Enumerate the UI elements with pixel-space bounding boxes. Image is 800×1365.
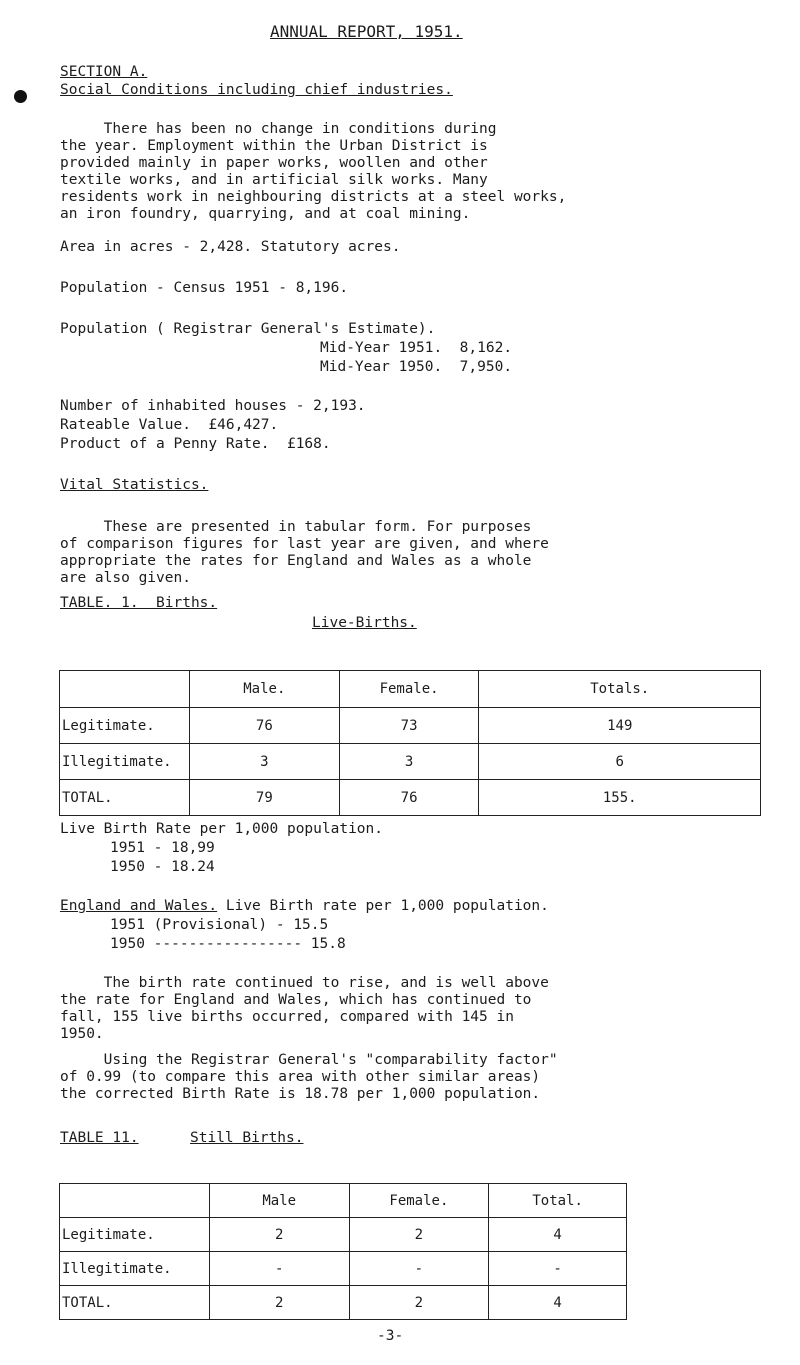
row-label: Legitimate. xyxy=(60,708,190,744)
table-row xyxy=(60,1286,627,1320)
table-cell: 149 xyxy=(479,708,761,744)
table2-title: Still Births. xyxy=(190,1130,304,1146)
text-line: of comparison figures for last year are given, and where xyxy=(60,536,549,552)
area-acres: Area in acres - 2,428. Statutory acres. xyxy=(60,239,401,255)
text-line: are also given. xyxy=(60,570,191,586)
page-number: -3- xyxy=(377,1328,404,1344)
table-cell: 3 xyxy=(339,744,479,780)
table-row xyxy=(60,1218,627,1252)
census-population: Population - Census 1951 - 8,196. xyxy=(60,280,349,296)
intro-paragraph xyxy=(60,121,760,223)
text-line: 1950. xyxy=(60,1026,104,1042)
row-label: Legitimate. xyxy=(60,1218,210,1252)
section-heading: Social Conditions including chief industries. xyxy=(60,82,453,98)
rateable-value: Rateable Value. £46,427. xyxy=(60,417,279,433)
table-row xyxy=(60,1252,627,1286)
inhabited-houses: Number of inhabited houses - 2,193. xyxy=(60,398,366,414)
text-line: the corrected Birth Rate is 18.78 per 1,000 population. xyxy=(60,1086,541,1102)
table-cell: 76 xyxy=(339,780,479,816)
margin-bullet-mark xyxy=(14,90,27,103)
table-header-cell: Female. xyxy=(339,671,479,708)
england-wales-1951: 1951 (Provisional) - 15.5 xyxy=(110,917,329,933)
text-line: residents work in neighbouring districts at a steel works, xyxy=(60,189,567,205)
table-cell: 4 xyxy=(489,1218,627,1252)
section-label: SECTION A. xyxy=(60,64,148,80)
table1-subtitle: Live-Births. xyxy=(312,615,417,631)
table-cell: 155. xyxy=(479,780,761,816)
table-row xyxy=(60,708,761,744)
table-cell: 2 xyxy=(349,1218,489,1252)
table-cell: 73 xyxy=(339,708,479,744)
table-header-cell: Male xyxy=(209,1184,349,1218)
vital-paragraph xyxy=(60,519,760,587)
table-header-cell: Female. xyxy=(349,1184,489,1218)
text-line: The birth rate continued to rise, and is well above xyxy=(60,975,549,991)
birth-rate-heading: Live Birth Rate per 1,000 population. xyxy=(60,821,384,837)
table-cell: 6 xyxy=(479,744,761,780)
table2-label: TABLE 11. xyxy=(60,1130,139,1146)
table-header-cell xyxy=(60,671,190,708)
table-header-cell xyxy=(60,1184,210,1218)
still-births-table xyxy=(59,1183,627,1320)
text-line: There has been no change in conditions during xyxy=(60,121,497,137)
text-line: the rate for England and Wales, which has continued to xyxy=(60,992,532,1008)
birth-rate-1950: 1950 - 18.24 xyxy=(110,859,215,875)
text-line: appropriate the rates for England and Wales as a whole xyxy=(60,553,532,569)
table-cell: - xyxy=(209,1252,349,1286)
penny-rate: Product of a Penny Rate. £168. xyxy=(60,436,331,452)
live-births-table xyxy=(59,670,761,816)
row-label: Illegitimate. xyxy=(60,744,190,780)
table-cell: 3 xyxy=(189,744,339,780)
table-cell: 2 xyxy=(209,1218,349,1252)
text-line: an iron foundry, quarrying, and at coal mining. xyxy=(60,206,471,222)
text-line: the year. Employment within the Urban District is xyxy=(60,138,488,154)
text-line: Using the Registrar General's "comparability factor" xyxy=(60,1052,558,1068)
text-line: These are presented in tabular form. For purposes xyxy=(60,519,532,535)
england-wales-1950: 1950 ----------------- 15.8 xyxy=(110,936,346,952)
text-line: fall, 155 live births occurred, compared with 145 in xyxy=(60,1009,514,1025)
text-line: of 0.99 (to compare this area with other similar areas) xyxy=(60,1069,541,1085)
row-label: TOTAL. xyxy=(60,1286,210,1320)
table-cell: 76 xyxy=(189,708,339,744)
table-header-cell: Total. xyxy=(489,1184,627,1218)
england-wales-heading: England and Wales. xyxy=(60,898,218,914)
mid-year-1950: Mid-Year 1950. 7,950. xyxy=(320,359,513,375)
table-row xyxy=(60,780,761,816)
comparability-paragraph xyxy=(60,1052,760,1103)
table-cell: - xyxy=(489,1252,627,1286)
birth-rate-paragraph xyxy=(60,975,760,1043)
table-header-row xyxy=(60,1184,627,1218)
england-wales-line xyxy=(60,898,549,914)
table-cell: 4 xyxy=(489,1286,627,1320)
mid-year-1951: Mid-Year 1951. 8,162. xyxy=(320,340,513,356)
report-title: ANNUAL REPORT, 1951. xyxy=(270,22,463,41)
table-cell: 2 xyxy=(349,1286,489,1320)
text-line: textile works, and in artificial silk works. Many xyxy=(60,172,488,188)
row-label: TOTAL. xyxy=(60,780,190,816)
england-wales-rate-label: Live Birth rate per 1,000 population. xyxy=(217,898,549,914)
table-cell: 79 xyxy=(189,780,339,816)
estimate-heading: Population ( Registrar General's Estimate). xyxy=(60,321,436,337)
table-header-cell: Male. xyxy=(189,671,339,708)
birth-rate-1951: 1951 - 18,99 xyxy=(110,840,215,856)
row-label: Illegitimate. xyxy=(60,1252,210,1286)
vital-statistics-heading: Vital Statistics. xyxy=(60,477,209,493)
table1-label: TABLE. 1. Births. xyxy=(60,595,218,611)
table-header-row xyxy=(60,671,761,708)
table-header-cell: Totals. xyxy=(479,671,761,708)
table-row xyxy=(60,744,761,780)
text-line: provided mainly in paper works, woollen and other xyxy=(60,155,488,171)
table-cell: - xyxy=(349,1252,489,1286)
table-cell: 2 xyxy=(209,1286,349,1320)
